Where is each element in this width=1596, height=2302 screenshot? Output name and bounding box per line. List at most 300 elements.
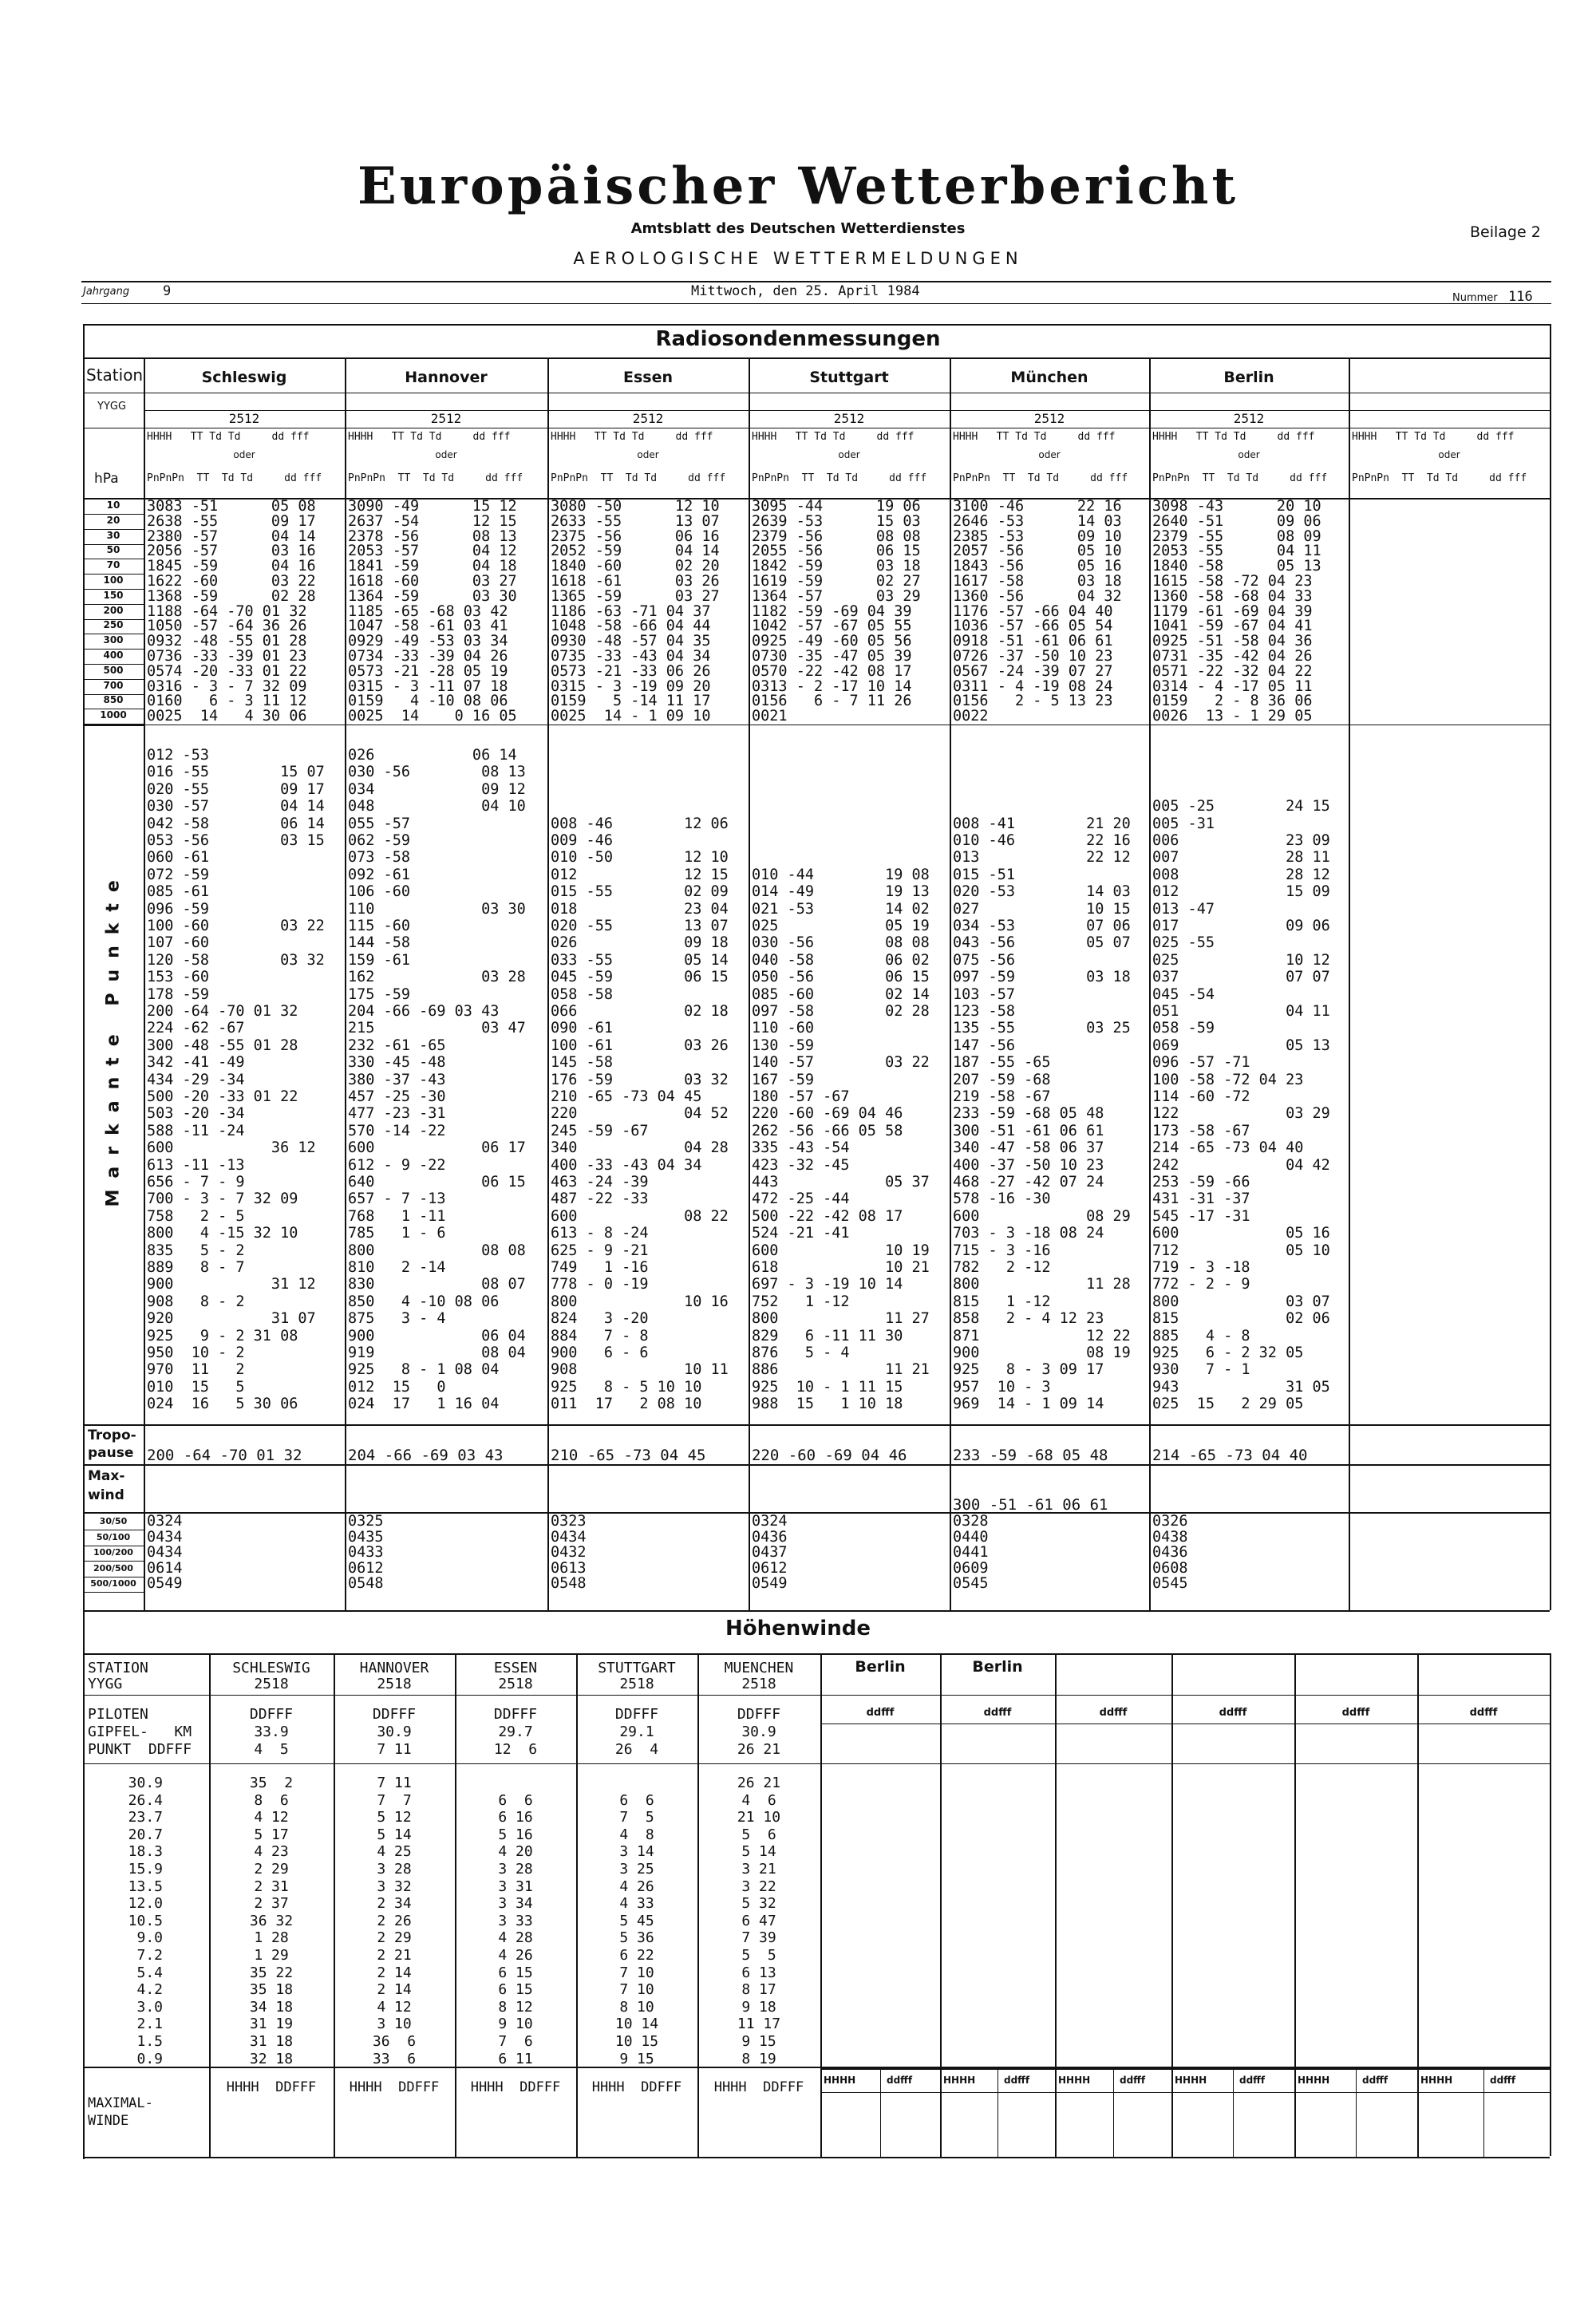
std-level-row: 0929 -49 -53 03 34 <box>348 633 508 650</box>
std-level-row: 0315 - 3 -19 09 20 <box>551 677 711 695</box>
markante-row: 468 -27 -42 07 24 <box>953 1174 1104 1190</box>
wind-value: 4 25 <box>377 1843 412 1861</box>
markante-row: 210 -65 -73 04 45 <box>551 1088 702 1105</box>
punkt-value: 4 5 <box>254 1741 289 1758</box>
markante-row: 908 10 11 <box>551 1361 729 1379</box>
markante-row: 876 5 - 4 <box>752 1344 850 1361</box>
wind-value: 11 17 <box>737 2016 781 2033</box>
std-level-row: 0571 -22 -32 04 22 <box>1152 662 1313 680</box>
std-level-row: 1047 -58 -61 03 41 <box>348 618 508 635</box>
wind-value: 2 29 <box>377 1929 412 1947</box>
gipfel-label: GIPFEL- KM <box>88 1724 192 1740</box>
row-rule <box>83 1561 144 1562</box>
max-wind-header: HHHH DDFFF <box>591 2079 682 2095</box>
shear-value: 0548 <box>551 1575 587 1592</box>
wind-yygg: 2518 <box>619 1676 654 1692</box>
column-header: HHHH TT Td Td dd fff <box>1352 431 1515 443</box>
markante-row: 463 -24 -39 <box>551 1174 649 1190</box>
max-wind-header: HHHH <box>824 2075 856 2086</box>
markante-row: 214 -65 -73 04 40 <box>1152 1139 1304 1157</box>
max-wind-header: HHHH <box>1298 2075 1330 2086</box>
height-km: 26.4 <box>128 1791 163 1809</box>
yygg-label: YYGG <box>97 401 127 413</box>
wind-value: 5 32 <box>741 1895 776 1913</box>
markante-row: 015 -51 <box>953 866 1015 883</box>
yygg-label: YYGG <box>88 1676 123 1692</box>
height-km: 10.5 <box>128 1912 163 1929</box>
wind-value: 6 22 <box>619 1947 654 1964</box>
markante-row: 431 -31 -37 <box>1152 1190 1250 1208</box>
markante-row: 114 -60 -72 <box>1152 1088 1250 1105</box>
std-level-row: 1182 -59 -69 04 39 <box>752 602 912 620</box>
pressure-level: 700 <box>103 679 124 691</box>
markante-row: 220 04 52 <box>551 1105 729 1123</box>
std-level-row: 2378 -56 08 13 <box>348 527 517 545</box>
markante-row: 400 -37 -50 10 23 <box>953 1156 1104 1174</box>
markante-row: 835 5 - 2 <box>147 1242 245 1259</box>
std-level-row: 1188 -64 -70 01 32 <box>147 602 307 620</box>
punkt-value: 26 4 <box>614 1741 659 1758</box>
markante-row: 969 14 - 1 09 14 <box>953 1396 1104 1413</box>
wind-value: 1 28 <box>254 1929 289 1947</box>
yygg-value: 2512 <box>228 411 260 426</box>
wind-value: 3 31 <box>498 1878 533 1895</box>
max-wind-header: HHHH <box>1175 2075 1207 2086</box>
markante-row: 008 -46 12 06 <box>551 815 729 832</box>
station-name: Berlin <box>1223 369 1274 386</box>
markante-row: 030 -56 08 13 <box>348 764 526 781</box>
markante-row: 110 03 30 <box>348 900 526 918</box>
markante-row: 715 - 3 -16 <box>953 1242 1051 1259</box>
markante-row: 027 10 15 <box>953 900 1131 918</box>
markante-row: 970 11 2 <box>147 1361 245 1379</box>
std-level-row: 1176 -57 -66 04 40 <box>953 602 1113 620</box>
std-level-row: 0315 - 3 -11 07 18 <box>348 677 508 695</box>
shear-value: 0435 <box>348 1528 384 1546</box>
column-header-alt: PnPnPn TT Td Td dd fff <box>953 472 1128 484</box>
shear-value: 0434 <box>551 1528 587 1546</box>
wind-value: 5 12 <box>377 1809 412 1826</box>
markante-row: 830 08 07 <box>348 1276 526 1293</box>
markante-row: 700 - 3 - 7 32 09 <box>147 1190 298 1208</box>
wind-value: 7 10 <box>619 1981 654 1999</box>
markante-row: 144 -58 <box>348 934 410 952</box>
markante-row: 085 -61 <box>147 883 209 901</box>
std-level-row: 0730 -35 -47 05 39 <box>752 648 912 665</box>
column-header-alt: PnPnPn TT Td Td dd fff <box>348 472 523 484</box>
markante-row: 215 03 47 <box>348 1020 526 1037</box>
std-level-row: 0025 14 - 1 09 10 <box>551 708 711 725</box>
markante-row: 043 -56 05 07 <box>953 934 1131 952</box>
markante-row: 697 - 3 -19 10 14 <box>752 1276 903 1293</box>
wind-value: 36 6 <box>372 2033 417 2050</box>
wind-value: 4 8 <box>619 1826 654 1843</box>
markante-row: 423 -32 -45 <box>752 1156 850 1174</box>
column-header-oder: oder <box>233 449 255 460</box>
tropopause-value: 220 -60 -69 04 46 <box>752 1447 907 1464</box>
markante-row: 014 -49 19 13 <box>752 883 930 901</box>
std-level-row: 2056 -57 03 16 <box>147 543 316 560</box>
supplement-label: Beilage 2 <box>1470 223 1541 241</box>
markante-row: 380 -37 -43 <box>348 1071 446 1088</box>
markante-row: 187 -55 -65 <box>953 1054 1051 1072</box>
pressure-level: 10 <box>106 499 120 511</box>
markante-row: 224 -62 -67 <box>147 1020 245 1037</box>
markante-row: 010 -46 22 16 <box>953 832 1131 849</box>
column-header: HHHH TT Td Td dd fff <box>752 431 915 443</box>
pressure-level: 200 <box>103 604 124 616</box>
markante-row: 005 -31 <box>1152 815 1215 832</box>
markante-row: 335 -43 -54 <box>752 1139 850 1157</box>
max-wind-header: HHHH <box>1058 2075 1091 2086</box>
std-level-row: 0025 14 4 30 06 <box>147 708 307 725</box>
markante-row: 140 -57 03 22 <box>752 1054 930 1072</box>
pressure-level: 250 <box>103 619 124 631</box>
std-level-row: 0925 -51 -58 04 36 <box>1152 633 1313 650</box>
shear-value: 0612 <box>752 1559 788 1577</box>
markante-row: 220 -60 -69 04 46 <box>752 1105 903 1123</box>
markante-row: 162 03 28 <box>348 969 526 986</box>
pressure-level: 400 <box>103 650 124 661</box>
std-level-row: 1842 -59 03 18 <box>752 558 921 575</box>
wind-value: 10 15 <box>614 2033 659 2050</box>
markante-row: 545 -17 -31 <box>1152 1207 1250 1225</box>
markante-row: 010 -50 12 10 <box>551 849 729 867</box>
shear-value: 0440 <box>953 1528 989 1546</box>
markante-row: 768 1 -11 <box>348 1207 446 1225</box>
std-level-row: 0022 <box>953 708 989 725</box>
pressure-level: 100 <box>103 575 124 586</box>
wind-value: 5 6 <box>741 1826 776 1843</box>
pressure-level: 30 <box>106 529 120 541</box>
markante-row: 015 -55 02 09 <box>551 883 729 901</box>
markante-row: 033 -55 05 14 <box>551 951 729 969</box>
wind-value: 3 10 <box>377 2016 412 2033</box>
wind-station-name: ESSEN <box>493 1660 538 1676</box>
std-level-row: 3090 -49 15 12 <box>348 498 517 515</box>
wind-value: 21 10 <box>737 1809 781 1826</box>
column-header: HHHH TT Td Td dd fff <box>348 431 511 443</box>
markante-row: 657 - 7 -13 <box>348 1190 446 1208</box>
markante-punkte-label: Markante Punkte <box>103 869 124 1207</box>
markante-row: 900 08 19 <box>953 1344 1131 1361</box>
column-divider <box>880 2068 881 2157</box>
markante-row: 340 04 28 <box>551 1139 729 1157</box>
max-wind-header: HHHH DDFFF <box>226 2079 317 2095</box>
std-level-row: 2639 -53 15 03 <box>752 512 921 530</box>
yygg-value: 2512 <box>1233 411 1265 426</box>
column-divider <box>1149 357 1151 1610</box>
number-label: Nummer <box>1452 292 1498 304</box>
markante-row: 025 -55 <box>1152 934 1215 952</box>
shear-value: 0608 <box>1152 1559 1188 1577</box>
std-level-row: 2380 -57 04 14 <box>147 527 316 545</box>
wind-value: 4 12 <box>377 1998 412 2016</box>
std-level-row: 3080 -50 12 10 <box>551 498 720 515</box>
markante-row: 829 6 -11 11 30 <box>752 1327 903 1344</box>
shear-value: 0549 <box>752 1575 788 1592</box>
column-header-alt: PnPnPn TT Td Td dd fff <box>1152 472 1328 484</box>
markante-row: 147 -56 <box>953 1036 1015 1054</box>
markante-row: 957 10 - 3 <box>953 1378 1051 1396</box>
height-km: 15.9 <box>128 1861 163 1878</box>
std-level-row: 0735 -33 -43 04 34 <box>551 648 711 665</box>
std-level-row: 1840 -60 02 20 <box>551 558 720 575</box>
markante-row: 330 -45 -48 <box>348 1054 446 1072</box>
std-level-row: 3095 -44 19 06 <box>752 498 921 515</box>
markante-row: 207 -59 -68 <box>953 1071 1051 1088</box>
std-level-row: 1050 -57 -64 36 26 <box>147 618 307 635</box>
row-rule <box>83 1695 1550 1696</box>
std-level-row: 1617 -58 03 18 <box>953 573 1122 590</box>
station-name: Hannover <box>405 369 488 386</box>
std-level-row: 1364 -57 03 29 <box>752 587 921 605</box>
std-level-row: 1041 -59 -67 04 41 <box>1152 618 1313 635</box>
tropopause-value: 214 -65 -73 04 40 <box>1152 1447 1308 1464</box>
markante-row: 749 1 -16 <box>551 1259 649 1276</box>
wind-yygg: 2518 <box>377 1676 412 1692</box>
std-level-row: 0311 - 4 -19 08 24 <box>953 677 1113 695</box>
markante-row: 100 -58 -72 04 23 <box>1152 1071 1304 1088</box>
std-level-row: 1618 -60 03 27 <box>348 573 517 590</box>
markante-row: 434 -29 -34 <box>147 1071 245 1088</box>
shear-value: 0548 <box>348 1575 384 1592</box>
shear-value: 0325 <box>348 1513 384 1530</box>
height-km: 7.2 <box>136 1947 163 1964</box>
std-level-row: 2633 -55 13 07 <box>551 512 720 530</box>
markante-row: 245 -59 -67 <box>551 1122 649 1139</box>
wind-value: 7 5 <box>619 1809 654 1826</box>
row-rule <box>820 2068 1550 2070</box>
column-divider <box>1483 2068 1484 2157</box>
wind-value: 5 36 <box>619 1929 654 1947</box>
section-subtitle: AEROLOGISCHE WETTERMELDUNGEN <box>573 249 1023 268</box>
wind-value: 3 28 <box>377 1861 412 1878</box>
wind-value: 8 12 <box>498 1998 533 2016</box>
column-divider <box>1055 1653 1057 2157</box>
maxwind-value: 300 -51 -61 06 61 <box>953 1496 1108 1514</box>
markante-row: 025 10 12 <box>1152 951 1330 969</box>
wind-value: 8 10 <box>619 1998 654 2016</box>
std-level-row: 0573 -21 -28 05 19 <box>348 662 508 680</box>
shear-value: 0545 <box>1152 1575 1188 1592</box>
markante-row: 020 -53 14 03 <box>953 883 1131 901</box>
markante-row: 758 2 - 5 <box>147 1207 245 1225</box>
station-name: München <box>1010 369 1088 386</box>
markante-row: 180 -57 -67 <box>752 1088 850 1105</box>
column-header-alt: PnPnPn TT Td Td dd fff <box>147 472 322 484</box>
gipfel-value: 30.9 <box>741 1724 776 1740</box>
station-name: Schleswig <box>201 369 287 386</box>
wind-station-name: MUENCHEN <box>724 1660 794 1676</box>
std-level-row: 2053 -55 04 11 <box>1152 543 1321 560</box>
ddfff-label: DDFFF <box>614 1706 659 1723</box>
markante-row: 018 23 04 <box>551 900 729 918</box>
markante-row: 145 -58 <box>551 1054 613 1072</box>
markante-row: 800 03 07 <box>1152 1293 1330 1310</box>
markante-row: 024 16 5 30 06 <box>147 1396 298 1413</box>
markante-row: 062 -59 <box>348 832 410 849</box>
ddfff-label: ddfff <box>866 1707 895 1719</box>
std-level-row: 1042 -57 -67 05 55 <box>752 618 912 635</box>
wind-value: 6 13 <box>741 1964 776 1981</box>
wind-value: 4 23 <box>254 1843 289 1861</box>
markante-row: 253 -59 -66 <box>1152 1174 1250 1190</box>
wind-value: 9 10 <box>498 2016 533 2033</box>
tropopause-label: Tropo-pause <box>88 1427 136 1461</box>
column-header-alt: PnPnPn TT Td Td dd fff <box>551 472 726 484</box>
wind-value: 4 20 <box>498 1843 533 1861</box>
station-label: STATION <box>88 1660 148 1676</box>
markante-row: 800 10 16 <box>551 1293 729 1310</box>
markante-row: 703 - 3 -18 08 24 <box>953 1225 1104 1242</box>
gipfel-value: 33.9 <box>254 1724 289 1740</box>
markante-row: 613 - 8 -24 <box>551 1225 649 1242</box>
markante-row: 097 -59 03 18 <box>953 969 1131 986</box>
markante-row: 042 -58 06 14 <box>147 815 325 832</box>
markante-row: 782 2 -12 <box>953 1259 1051 1276</box>
pressure-level: 850 <box>103 694 124 706</box>
markante-row: 012 15 0 <box>348 1378 446 1396</box>
markante-row: 815 02 06 <box>1152 1310 1330 1328</box>
height-km: 9.0 <box>136 1929 163 1947</box>
markante-row: 477 -23 -31 <box>348 1105 446 1123</box>
shear-value: 0441 <box>953 1544 989 1561</box>
markante-row: 800 08 08 <box>348 1242 526 1259</box>
markante-row: 090 -61 <box>551 1020 613 1037</box>
column-divider <box>1171 1653 1173 2157</box>
markante-row: 400 -33 -43 04 34 <box>551 1156 702 1174</box>
markante-row: 075 -56 <box>953 951 1015 969</box>
markante-row: 925 6 - 2 32 05 <box>1152 1344 1304 1361</box>
wind-value: 6 47 <box>741 1912 776 1929</box>
max-wind-header: ddfff <box>1490 2075 1516 2086</box>
markante-row: 613 -11 -13 <box>147 1156 245 1174</box>
markante-row: 200 -64 -70 01 32 <box>147 1003 298 1020</box>
wind-value: 7 39 <box>741 1929 776 1947</box>
height-km: 5.4 <box>136 1964 163 1981</box>
wind-value: 31 19 <box>249 2016 294 2033</box>
yygg-value: 2512 <box>430 411 462 426</box>
wind-value: 3 28 <box>498 1861 533 1878</box>
markante-row: 340 -47 -58 06 37 <box>953 1139 1104 1157</box>
std-level-row: 1841 -59 04 18 <box>348 558 517 575</box>
markante-row: 058 -59 <box>1152 1020 1215 1037</box>
column-header-oder: oder <box>1438 449 1460 460</box>
markante-row: 020 -55 13 07 <box>551 918 729 934</box>
gipfel-value: 29.7 <box>498 1724 533 1740</box>
gipfel-value: 29.1 <box>619 1724 654 1740</box>
markante-row: 030 -56 08 08 <box>752 934 930 952</box>
markante-row: 900 31 12 <box>147 1276 316 1293</box>
shear-value: 0436 <box>1152 1544 1188 1561</box>
max-wind-header: HHHH <box>943 2075 976 2086</box>
shear-value: 0614 <box>147 1559 183 1577</box>
shear-value: 0323 <box>551 1513 587 1530</box>
markante-row: 925 8 - 5 10 10 <box>551 1378 702 1396</box>
column-header-oder: oder <box>1038 449 1061 460</box>
pressure-level: 1000 <box>100 709 127 721</box>
height-km: 30.9 <box>128 1775 163 1791</box>
markante-row: 524 -21 -41 <box>752 1225 850 1242</box>
radiosonde-heading: Radiosondenmessungen <box>655 327 941 351</box>
tropopause-value: 233 -59 -68 05 48 <box>953 1447 1108 1464</box>
std-level-row: 2379 -55 08 09 <box>1152 527 1321 545</box>
column-divider <box>1417 1653 1419 2157</box>
std-level-row: 0313 - 2 -17 10 14 <box>752 677 912 695</box>
markante-row: 925 8 - 3 09 17 <box>953 1361 1104 1379</box>
std-level-row: 1618 -61 03 26 <box>551 573 720 590</box>
markante-row: 060 -61 <box>147 849 209 867</box>
std-level-row: 1048 -58 -66 04 44 <box>551 618 711 635</box>
std-level-row: 3100 -46 22 16 <box>953 498 1122 515</box>
markante-row: 570 -14 -22 <box>348 1122 446 1139</box>
height-km: 20.7 <box>128 1826 163 1843</box>
shear-value: 0438 <box>1152 1528 1188 1546</box>
markante-row: 110 -60 <box>752 1020 814 1037</box>
markante-row: 600 06 17 <box>348 1139 526 1157</box>
std-level-row: 2057 -56 05 10 <box>953 543 1122 560</box>
wind-value: 26 21 <box>737 1775 781 1791</box>
wind-value: 6 6 <box>619 1791 654 1809</box>
markante-row: 824 3 -20 <box>551 1310 649 1328</box>
std-level-row: 1360 -56 04 32 <box>953 587 1122 605</box>
shear-value: 0432 <box>551 1544 587 1561</box>
markante-row: 103 -57 <box>953 985 1015 1003</box>
station-name: Stuttgart <box>809 369 889 386</box>
markante-row: 810 2 -14 <box>348 1259 446 1276</box>
std-level-row: 1615 -58 -72 04 23 <box>1152 573 1313 590</box>
std-level-row: 2375 -56 06 16 <box>551 527 720 545</box>
jahrgang-label: Jahrgang <box>83 286 130 298</box>
std-level-row: 0574 -20 -33 01 22 <box>147 662 307 680</box>
wind-value: 6 6 <box>498 1791 533 1809</box>
shear-value: 0324 <box>147 1513 183 1530</box>
wind-value: 3 22 <box>741 1878 776 1895</box>
shear-layer-label: 50/100 <box>96 1531 131 1542</box>
row-rule <box>83 2067 1550 2068</box>
wind-value: 8 6 <box>254 1791 289 1809</box>
wind-value: 5 5 <box>741 1947 776 1964</box>
std-level-row: 3083 -51 05 08 <box>147 498 316 515</box>
rule <box>81 281 1551 282</box>
tropopause-value: 200 -64 -70 01 32 <box>147 1447 302 1464</box>
markante-row: 342 -41 -49 <box>147 1054 245 1072</box>
markante-row: 045 -54 <box>1152 985 1215 1003</box>
wind-value: 33 6 <box>372 2050 417 2067</box>
wind-value: 7 10 <box>619 1964 654 1981</box>
markante-row: 034 09 12 <box>348 780 526 798</box>
wind-value: 2 21 <box>377 1947 412 1964</box>
ddfff-label: ddfff <box>1099 1707 1128 1719</box>
markante-row: 037 07 07 <box>1152 969 1330 986</box>
markante-row: 815 1 -12 <box>953 1293 1051 1310</box>
wind-value: 9 15 <box>619 2050 654 2067</box>
markante-row: 232 -61 -65 <box>348 1036 446 1054</box>
std-level-row: 1622 -60 03 22 <box>147 573 316 590</box>
wind-value: 10 14 <box>614 2016 659 2033</box>
wind-value: 5 16 <box>498 1826 533 1843</box>
column-header: HHHH TT Td Td dd fff <box>953 431 1116 443</box>
shear-value: 0437 <box>752 1544 788 1561</box>
wind-value: 6 15 <box>498 1964 533 1981</box>
markante-row: 176 -59 03 32 <box>551 1071 729 1088</box>
markante-row: 030 -57 04 14 <box>147 798 325 815</box>
max-wind-header: HHHH DDFFF <box>713 2079 804 2095</box>
ddfff-label: ddfff <box>1469 1707 1498 1719</box>
max-wind-header: ddfff <box>887 2075 913 2086</box>
punkt-value: 26 21 <box>737 1741 781 1758</box>
